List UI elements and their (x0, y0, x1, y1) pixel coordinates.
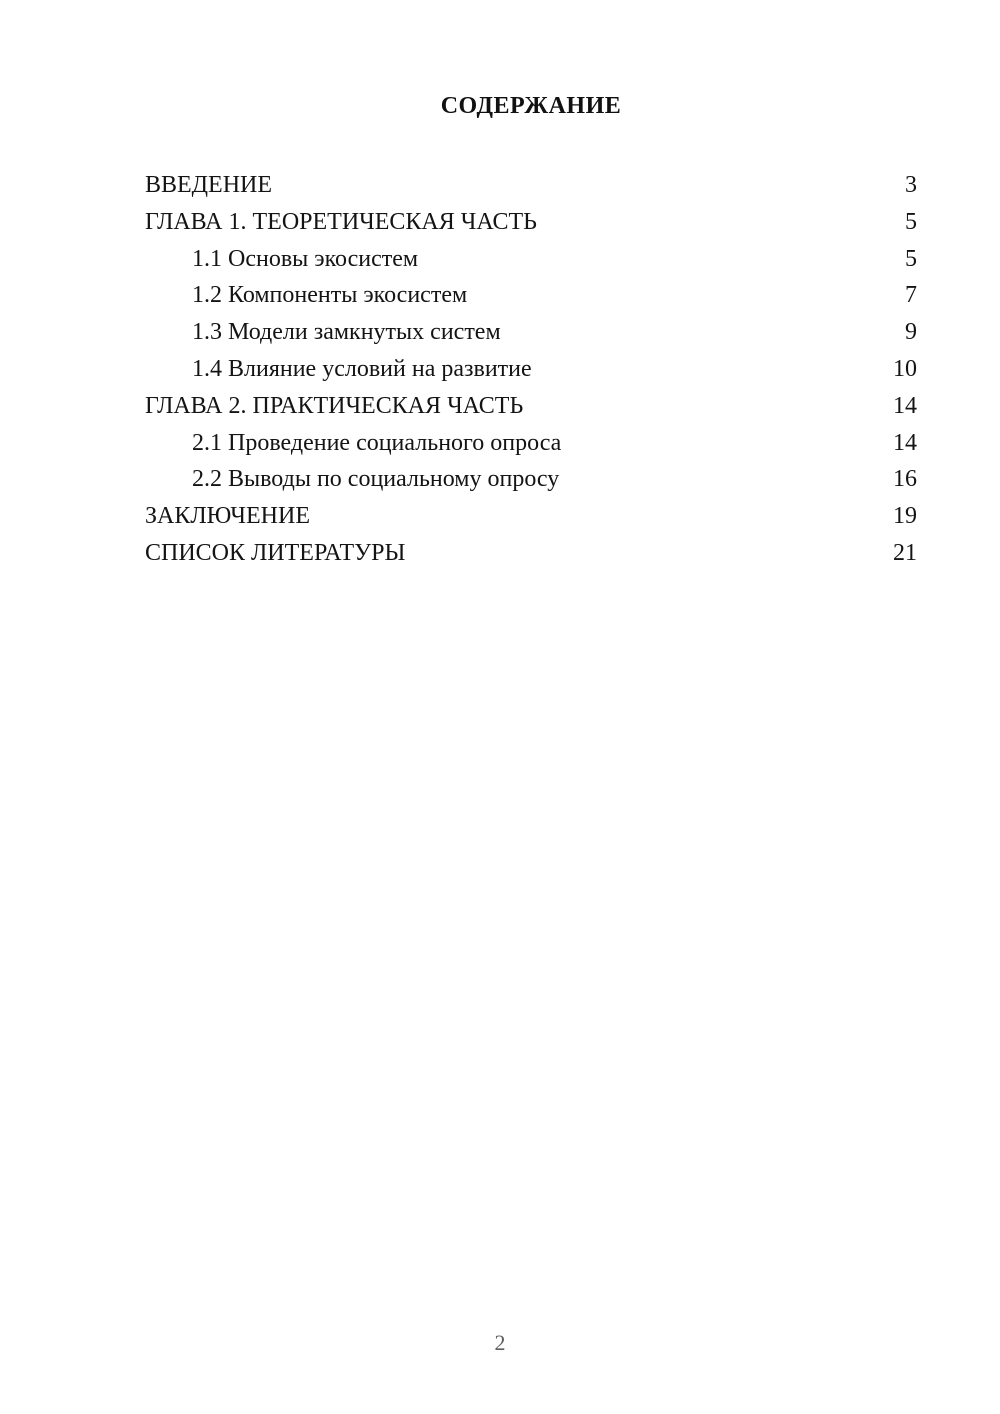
toc-entry (145, 498, 917, 535)
toc-entry (145, 535, 917, 572)
toc-entry-label: 1.3 Модели замкнутых систем (192, 319, 501, 346)
toc-entry-label: 1.4 Влияние условий на развитие (192, 355, 532, 382)
toc-entry-label: 1.1 Основы экосистем (192, 245, 419, 272)
toc-list (145, 167, 917, 572)
toc-entry (145, 425, 917, 462)
toc-entry-page-number: 10 (893, 355, 917, 382)
toc-entry-label: ГЛАВА 1. ТЕОРЕТИЧЕСКАЯ ЧАСТЬ (145, 208, 537, 235)
toc-entry-page-number: 19 (893, 503, 917, 530)
toc-entry-label: 1.2 Компоненты экосистем (192, 282, 468, 309)
toc-entry-page-number: 5 (905, 208, 917, 235)
toc-entry-page-number: 14 (893, 429, 917, 456)
toc-entry (145, 204, 917, 241)
toc-entry-page-number: 14 (893, 392, 917, 419)
toc-entry-label: ГЛАВА 2. ПРАКТИЧЕСКАЯ ЧАСТЬ (145, 392, 524, 419)
toc-entry (145, 167, 917, 204)
toc-entry-page-number: 3 (905, 172, 917, 198)
toc-entry-label: ЗАКЛЮЧЕНИЕ (145, 503, 310, 530)
toc-entry (145, 314, 917, 351)
toc-entry-label: 2.1 Проведение социального опроса (192, 429, 562, 456)
page-title: СОДЕРЖАНИЕ (440, 93, 622, 119)
toc-entry-label: 2.2 Выводы по социальному опросу (192, 466, 560, 493)
toc-entry-page-number: 16 (893, 466, 917, 493)
toc-entry (145, 461, 917, 498)
toc-entry (145, 388, 917, 425)
toc-entry-label: СПИСОК ЛИТЕРАТУРЫ (145, 539, 406, 566)
toc-entry-page-number: 21 (893, 539, 917, 566)
footer-page-number: 2 (494, 1330, 506, 1355)
toc-entry (145, 241, 917, 278)
toc-entry (145, 277, 917, 314)
toc-entry (145, 351, 917, 388)
toc-entry-page-number: 9 (905, 319, 917, 346)
toc-entry-page-number: 7 (905, 282, 917, 309)
toc-entry-page-number: 5 (905, 245, 917, 272)
toc-entry-label: ВВЕДЕНИЕ (145, 172, 273, 198)
